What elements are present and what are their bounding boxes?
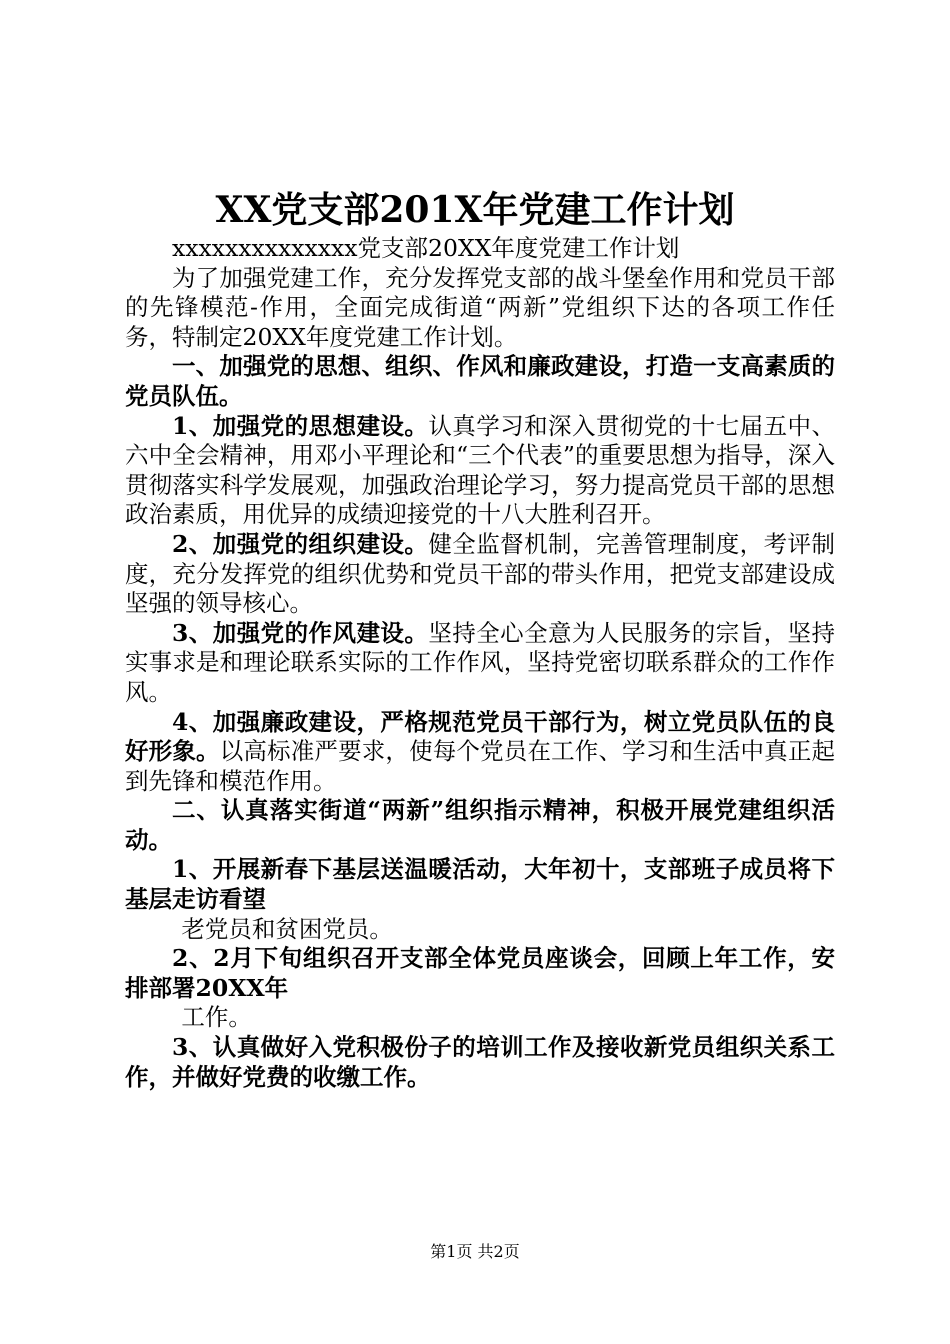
document-title: XX党支部201X年党建工作计划	[215, 189, 735, 231]
paragraph-item-2-1	[125, 855, 835, 914]
paragraph-intro	[125, 264, 835, 353]
document-body	[125, 234, 835, 1092]
paragraph-text: 工作。	[181, 1003, 252, 1032]
heading-text: 二、认真落实街道“两新”组织指示精神，积极开展党建组织活动。	[125, 796, 835, 854]
paragraph-subtitle	[125, 234, 835, 264]
paragraph-text: xxxxxxxxxxxxxx党支部20XX年度党建工作计划	[172, 234, 680, 262]
paragraph-text: 以高标准严要求，使每个党员在工作、学习和生活中真正起到先锋和模范作用。	[125, 737, 836, 795]
item-heading: 2、2月下旬组织召开支部全体党员座谈会，回顾上年工作，安排部署20XX年	[125, 944, 835, 1002]
item-heading: 4、加强廉政建设，严格规范党员干部行为，树立党员队伍的良好形象。	[125, 707, 835, 766]
item-heading: 3、认真做好入党积极份子的培训工作及接收新党员组织关系工作，并做好党费的收缴工作。	[125, 1033, 835, 1091]
paragraph-item-1-3	[125, 619, 835, 708]
paragraph-item-2-1-cont	[125, 915, 835, 945]
paragraph-text: 为了加强党建工作，充分发挥党支部的战斗堡垒作用和党员干部的先锋模范-作用，全面完成街道“两新”党组织下达的各项工作任务，特制定20XX年度党建工作计划。	[125, 263, 835, 351]
section-heading-2	[125, 796, 835, 855]
paragraph-text: 老党员和贫困党员。	[181, 914, 393, 943]
paragraph-text: 认真学习和深入贯彻党的十七届五中、六中全会精神，用邓小平理论和“三个代表”的重要思想为指导，深入贯彻落实科学发展观，加强政治理论学习，努力提高党员干部的思想政治素质，用优异的成绩迎接党的十八大胜利召开。	[125, 411, 836, 529]
paragraph-item-2-3	[125, 1033, 835, 1092]
paragraph-item-2-2-cont	[125, 1003, 835, 1033]
section-heading-1	[125, 352, 835, 411]
paragraph-item-1-2	[125, 530, 835, 619]
page-footer: 第1页 共2页	[430, 1242, 520, 1261]
paragraph-text: 坚持全心全意为人民服务的宗旨，坚持实事求是和理论联系实际的工作作风，坚持党密切联系群众的工作作风。	[125, 618, 836, 706]
paragraph-item-1-4	[125, 708, 835, 797]
heading-text: 一、加强党的思想、组织、作风和廉政建设，打造一支高素质的党员队伍。	[125, 352, 835, 410]
paragraph-text: 健全监督机制，完善管理制度，考评制度，充分发挥党的组织优势和党员干部的带头作用，把党支部建设成坚强的领导核心。	[125, 529, 836, 618]
item-heading: 3、加强党的作风建设。	[172, 618, 429, 647]
paragraph-item-1-1	[125, 412, 835, 530]
item-heading: 2、加强党的组织建设。	[172, 529, 429, 558]
item-heading: 1、开展新春下基层送温暖活动，大年初十，支部班子成员将下基层走访看望	[125, 855, 835, 914]
item-heading: 1、加强党的思想建设。	[172, 411, 429, 440]
paragraph-item-2-2	[125, 944, 835, 1003]
